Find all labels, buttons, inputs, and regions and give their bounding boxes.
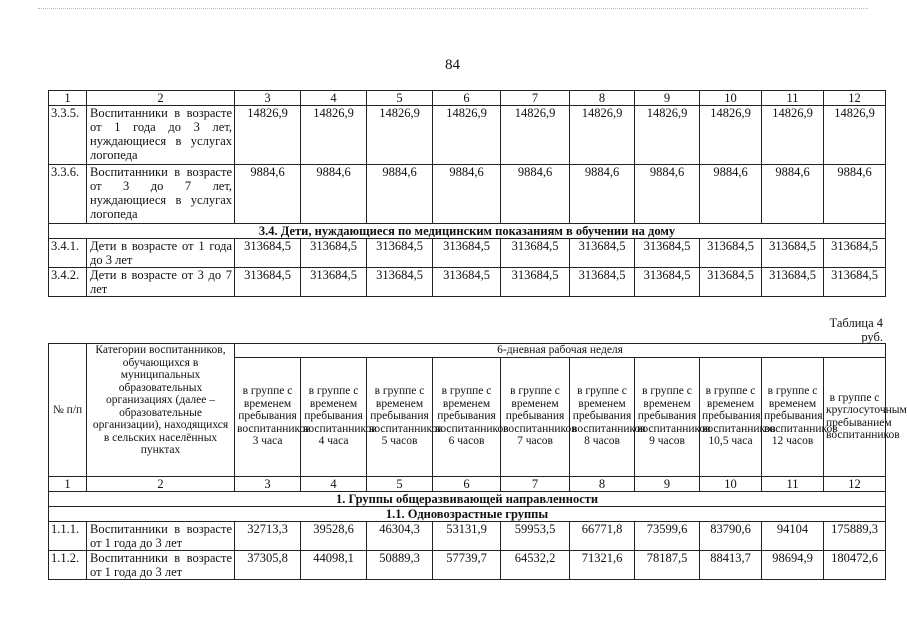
cell-value: 66771,8 [570,521,635,550]
cell-value: 14826,9 [301,106,367,165]
cell-value: 9884,6 [367,165,433,224]
column-number: 3 [235,91,301,106]
header-num: № п/п [49,344,87,477]
cell-value: 14826,9 [824,106,886,165]
row-number: 3.3.5. [49,106,87,165]
header-column: в группе с временем пребывания воспитанников 8 часов [570,357,635,476]
table-row [49,550,886,579]
column-number: 2 [87,476,235,491]
currency-unit: руб. [861,330,883,344]
cell-value: 313684,5 [501,268,570,297]
column-number: 7 [501,91,570,106]
cell-value: 313684,5 [824,268,886,297]
section-title: 1. Группы общеразвивающей направленности [49,491,886,506]
cell-value: 9884,6 [700,165,762,224]
cell-value: 313684,5 [824,239,886,268]
row-label: Воспитанники в возрасте от 1 года до 3 лет, нуждающиеся в услугах логопеда [87,106,235,165]
cell-value: 9884,6 [635,165,700,224]
column-number: 1 [49,476,87,491]
cell-value: 313684,5 [433,268,501,297]
row-number: 3.4.2. [49,268,87,297]
subsection-row [49,506,886,521]
column-number: 12 [824,91,886,106]
column-number: 5 [367,476,433,491]
header-column: в группе с временем пребывания воспитанников 6 часов [433,357,501,476]
cell-value: 78187,5 [635,550,700,579]
cell-value: 313684,5 [433,239,501,268]
cell-value: 313684,5 [635,239,700,268]
cell-value: 73599,6 [635,521,700,550]
column-number: 10 [700,476,762,491]
column-number: 12 [824,476,886,491]
cell-value: 14826,9 [367,106,433,165]
table-row [49,106,886,165]
table-row [49,165,886,224]
cell-value: 313684,5 [700,268,762,297]
column-number-row [49,476,886,491]
column-number: 9 [635,91,700,106]
row-number: 3.3.6. [49,165,87,224]
cell-value: 14826,9 [700,106,762,165]
cell-value: 313684,5 [301,268,367,297]
column-number: 8 [570,476,635,491]
cell-value: 46304,3 [367,521,433,550]
cell-value: 313684,5 [367,268,433,297]
header-column: в группе с временем пребывания воспитанников 10,5 часа [700,357,762,476]
cell-value: 9884,6 [301,165,367,224]
row-label: Воспитанники в возрасте от 3 до 7 лет, нуждающиеся в услугах логопеда [87,165,235,224]
row-number: 1.1.2. [49,550,87,579]
column-number: 8 [570,91,635,106]
row-label: Дети в возрасте от 1 года до 3 лет [87,239,235,268]
cell-value: 313684,5 [570,239,635,268]
cell-value: 94104 [762,521,824,550]
row-label: Дети в возрасте от 3 до 7 лет [87,268,235,297]
cell-value: 313684,5 [570,268,635,297]
header-column: в группе с круглосуточным пребыванием воспитанников [824,357,886,476]
cell-value: 180472,6 [824,550,886,579]
table-row [49,268,886,297]
header-week: 6-дневная рабочая неделя [235,344,886,358]
cell-value: 313684,5 [762,268,824,297]
table-top [48,90,886,297]
section-row [49,491,886,506]
cell-value: 175889,3 [824,521,886,550]
cell-value: 14826,9 [433,106,501,165]
cell-value: 53131,9 [433,521,501,550]
column-number: 6 [433,476,501,491]
cell-value: 313684,5 [762,239,824,268]
header-column: в группе с временем пребывания воспитанников 3 часа [235,357,301,476]
cell-value: 39528,6 [301,521,367,550]
scan-artifact-line [38,8,868,11]
cell-value: 37305,8 [235,550,301,579]
column-number-row [49,91,886,106]
section-row [49,224,886,239]
header-column: в группе с временем пребывания воспитанников 4 часа [301,357,367,476]
column-number: 9 [635,476,700,491]
column-number: 1 [49,91,87,106]
header-column: в группе с временем пребывания воспитанников 12 часов [762,357,824,476]
header-category: Категории воспитанников, обучающихся в муниципальных образовательных организациях (далее – образовательные организации), находящихся в сельских населённых пунктах [87,344,235,477]
column-number: 6 [433,91,501,106]
cell-value: 50889,3 [367,550,433,579]
section-title: 3.4. Дети, нуждающиеся по медицинским показаниям в обучении на дому [49,224,886,239]
cell-value: 14826,9 [235,106,301,165]
cell-value: 59953,5 [501,521,570,550]
cell-value: 64532,2 [501,550,570,579]
cell-value: 313684,5 [367,239,433,268]
table-caption [830,316,883,344]
header-column: в группе с временем пребывания воспитанников 9 часов [635,357,700,476]
cell-value: 88413,7 [700,550,762,579]
column-number: 2 [87,91,235,106]
header-row-1 [49,344,886,358]
column-number: 5 [367,91,433,106]
header-column: в группе с временем пребывания воспитанников 5 часов [367,357,433,476]
page-number: 84 [445,57,460,73]
cell-value: 32713,3 [235,521,301,550]
header-column: в группе с временем пребывания воспитанников 7 часов [501,357,570,476]
column-number: 3 [235,476,301,491]
cell-value: 83790,6 [700,521,762,550]
cell-value: 9884,6 [570,165,635,224]
cell-value: 71321,6 [570,550,635,579]
cell-value: 313684,5 [235,268,301,297]
row-label: Воспитанники в возрасте от 1 года до 3 лет [87,521,235,550]
column-number: 11 [762,476,824,491]
subsection-title: 1.1. Одновозрастные группы [49,506,886,521]
cell-value: 313684,5 [635,268,700,297]
cell-value: 9884,6 [501,165,570,224]
cell-value: 313684,5 [235,239,301,268]
cell-value: 9884,6 [824,165,886,224]
cell-value: 57739,7 [433,550,501,579]
table-row [49,239,886,268]
row-number: 1.1.1. [49,521,87,550]
cell-value: 313684,5 [301,239,367,268]
table-row [49,521,886,550]
row-number: 3.4.1. [49,239,87,268]
column-number: 10 [700,91,762,106]
table-bottom [48,343,907,580]
cell-value: 313684,5 [501,239,570,268]
column-number: 4 [301,476,367,491]
cell-value: 98694,9 [762,550,824,579]
cell-value: 313684,5 [700,239,762,268]
cell-value: 14826,9 [570,106,635,165]
column-number: 11 [762,91,824,106]
table-number: Таблица 4 [829,316,883,330]
row-label: Воспитанники в возрасте от 1 года до 3 лет [87,550,235,579]
cell-value: 9884,6 [762,165,824,224]
cell-value: 14826,9 [501,106,570,165]
cell-value: 14826,9 [635,106,700,165]
column-number: 4 [301,91,367,106]
cell-value: 9884,6 [433,165,501,224]
cell-value: 14826,9 [762,106,824,165]
cell-value: 44098,1 [301,550,367,579]
cell-value: 9884,6 [235,165,301,224]
column-number: 7 [501,476,570,491]
